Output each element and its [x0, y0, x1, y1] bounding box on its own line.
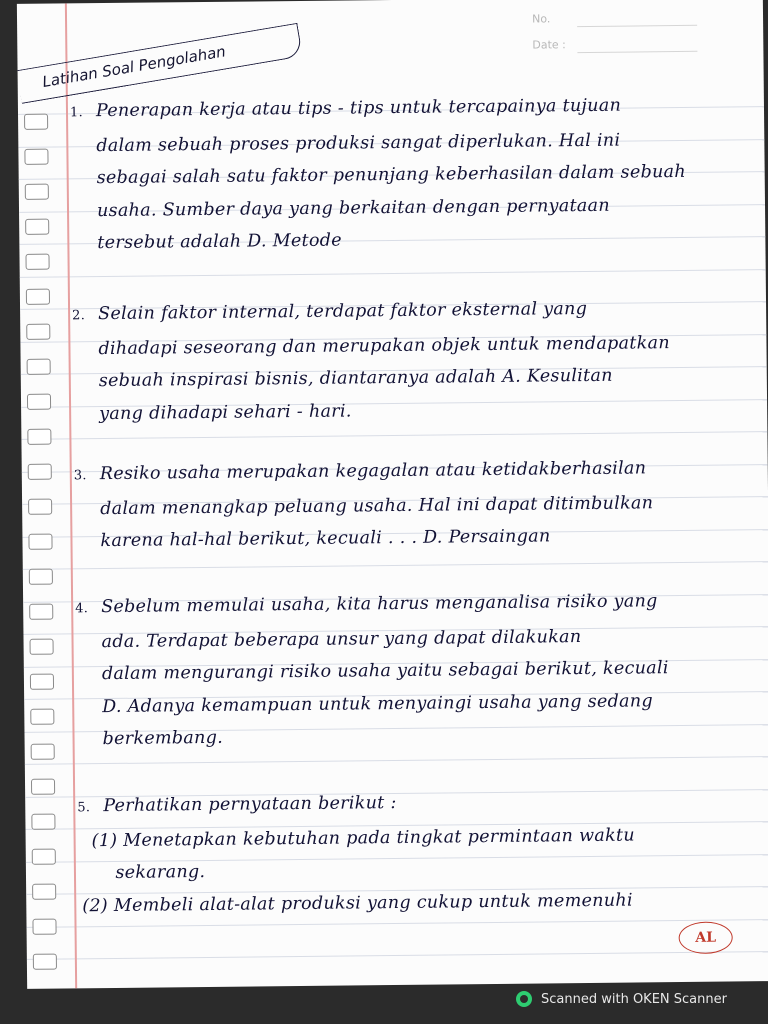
binding-hole — [25, 219, 49, 235]
question-line: usaha. Sumber daya yang berkaitan dengan pernyataan — [96, 195, 610, 221]
rule-line — [21, 431, 767, 440]
question-line: D. Adanya kemampuan untuk menyaingi usaha yang sedang — [102, 690, 654, 717]
question-line: karena hal-hal berikut, kecuali . . . D. Persaingan — [100, 526, 551, 552]
question-line: (1) Menetapkan kebutuhan pada tingkat permintaan waktu — [91, 825, 635, 851]
binding-holes — [24, 114, 64, 989]
question-line: 2. Selain faktor internal, terdapat faktor eksternal yang — [72, 291, 757, 333]
question-4 — [75, 584, 762, 756]
rule-line — [25, 756, 768, 765]
binding-hole — [24, 149, 48, 165]
ruled-lines — [17, 0, 763, 4]
binding-hole — [27, 394, 51, 410]
question-line: (2) Membeli alat-alat produksi yang cukup untuk memenuhi — [82, 890, 633, 916]
binding-hole — [32, 849, 56, 865]
question-number: 1. — [69, 105, 84, 121]
question-number: 3. — [73, 468, 87, 484]
page-title: Latihan Soal Pengolahan — [17, 23, 303, 104]
rule-line — [20, 269, 766, 278]
question-line: 5. Perhatikan pernyataan berikut : — [77, 783, 762, 825]
binding-hole — [28, 464, 52, 480]
scanner-watermark — [515, 990, 727, 1008]
question-line: dalam menangkap peluang usaha. Hal ini dapat ditimbulkan — [100, 492, 654, 519]
date-line — [577, 51, 697, 53]
no-label: No. — [531, 12, 551, 26]
question-line: tersebut adalah D. Metode — [97, 230, 342, 254]
binding-hole — [31, 814, 55, 830]
question-line: dalam mengurangi risiko usaha yaitu sebagai berikut, kecuali — [101, 658, 669, 685]
question-line: sebuah inspirasi bisnis, diantaranya adalah A. Kesulitan — [98, 365, 613, 392]
binding-hole — [28, 534, 52, 550]
binding-hole — [26, 324, 50, 340]
binding-hole — [24, 114, 48, 130]
question-3 — [74, 451, 760, 558]
no-line — [577, 25, 697, 27]
binding-hole — [31, 744, 55, 760]
question-line: dalam sebuah proses produksi sangat diperlukan. Hal ini — [96, 130, 621, 156]
question-number: 4. — [75, 601, 89, 617]
question-number: 5. — [77, 800, 91, 816]
question-2 — [72, 291, 758, 430]
scanner-text: Scanned with OKEN Scanner — [541, 991, 727, 1007]
question-5 — [77, 783, 763, 922]
question-line: dihadapi seseorang dan merupakan objek untuk mendapatkan — [98, 332, 671, 359]
binding-hole — [29, 604, 53, 620]
binding-hole — [25, 254, 49, 270]
question-1 — [70, 88, 757, 260]
binding-hole — [25, 184, 49, 200]
binding-hole — [31, 779, 55, 795]
binding-hole — [33, 954, 57, 970]
binding-hole — [30, 639, 54, 655]
rule-line — [23, 561, 768, 570]
question-line: yang dihadapi sehari - hari. — [99, 400, 352, 424]
question-number: 2. — [72, 308, 86, 324]
binding-hole — [30, 709, 54, 725]
binding-hole — [29, 569, 53, 585]
question-line: sekarang. — [91, 862, 206, 884]
question-line: 1. Penerapan kerja atau tips - tips untuk tercapainya tujuan — [70, 88, 755, 130]
scanner-logo-icon — [515, 990, 533, 1008]
question-line: sebagai salah satu faktor penunjang keberhasilan dalam sebuah — [96, 161, 687, 189]
binding-hole — [32, 919, 56, 935]
binding-hole — [30, 674, 54, 690]
binding-hole — [27, 359, 51, 375]
binding-hole — [32, 884, 56, 900]
question-line: 3. Resiko usaha merupakan kegagalan atau ketidakberhasilan — [74, 451, 759, 493]
binding-hole — [27, 429, 51, 445]
al-stamp: AL — [679, 921, 733, 954]
rule-line — [27, 951, 768, 960]
date-label: Date : — [532, 38, 566, 52]
question-line: 4. Sebelum memulai usaha, kita harus menganalisa risiko yang — [75, 584, 760, 626]
binding-hole — [28, 499, 52, 515]
notebook-page — [17, 0, 768, 989]
question-line: berkembang. — [102, 727, 224, 750]
question-line: ada. Terdapat beberapa unsur yang dapat dilakukan — [101, 626, 582, 652]
binding-hole — [26, 289, 50, 305]
